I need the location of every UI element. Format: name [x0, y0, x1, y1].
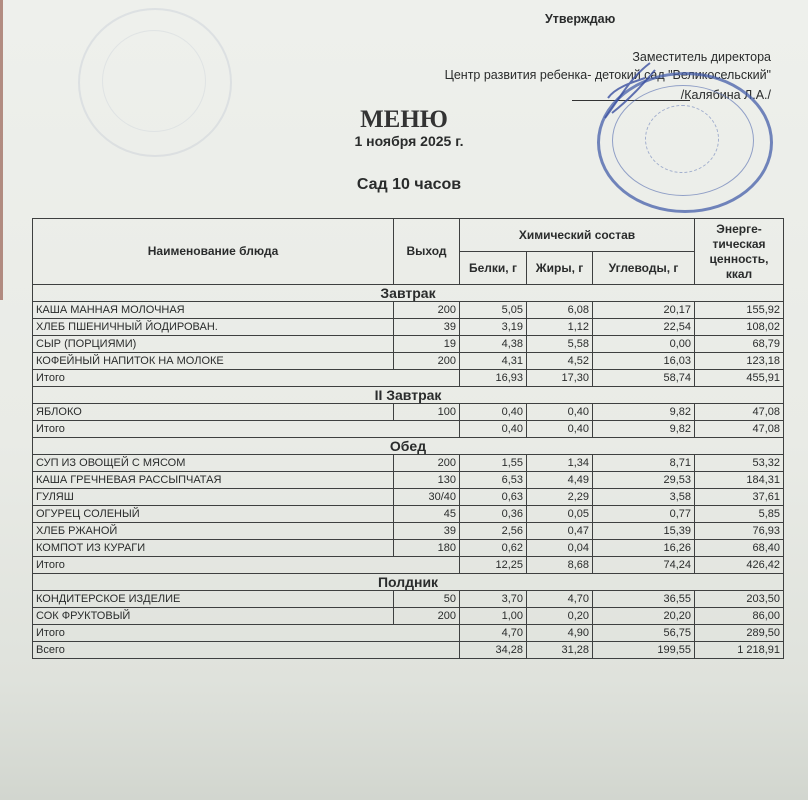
header-output: Выход	[394, 219, 460, 285]
subtotal-label: Итого	[33, 370, 394, 387]
dish-name: КАША МАННАЯ МОЛОЧНАЯ	[33, 302, 394, 319]
dish-energy: 123,18	[695, 353, 784, 370]
subtotal-label: Итого	[33, 557, 394, 574]
dish-protein: 5,05	[460, 302, 527, 319]
dish-protein: 1,00	[460, 608, 527, 625]
dish-protein: 4,31	[460, 353, 527, 370]
dish-energy: 5,85	[695, 506, 784, 523]
subtotal-fat: 17,30	[527, 370, 593, 387]
dish-fat: 5,58	[527, 336, 593, 353]
table-row	[33, 302, 784, 319]
dish-carbs: 16,03	[593, 353, 695, 370]
dish-carbs: 29,53	[593, 472, 695, 489]
dish-energy: 68,40	[695, 540, 784, 557]
dish-fat: 0,40	[527, 404, 593, 421]
section-title: II Завтрак	[33, 387, 784, 404]
subtotal-fat: 4,90	[527, 625, 593, 642]
dish-protein: 0,62	[460, 540, 527, 557]
dish-protein: 4,38	[460, 336, 527, 353]
subtotal-carbs: 58,74	[593, 370, 695, 387]
grand-total-protein: 34,28	[460, 642, 527, 659]
approver-position: Заместитель директора	[632, 50, 771, 64]
dish-energy: 37,61	[695, 489, 784, 506]
subtotal-carbs: 9,82	[593, 421, 695, 438]
table-row	[33, 506, 784, 523]
dish-protein: 3,70	[460, 591, 527, 608]
dish-name: СУП ИЗ ОВОЩЕЙ С МЯСОМ	[33, 455, 394, 472]
dish-protein: 0,36	[460, 506, 527, 523]
dish-protein: 6,53	[460, 472, 527, 489]
header-dish-name: Наименование блюда	[33, 219, 394, 285]
grand-total-energy: 1 218,91	[695, 642, 784, 659]
table-row	[33, 455, 784, 472]
menu-date: 1 ноября 2025 г.	[354, 133, 464, 149]
subtotal-row	[33, 421, 784, 438]
menu-table	[32, 218, 784, 659]
header-fat: Жиры, г	[527, 252, 593, 285]
table-row	[33, 404, 784, 421]
dish-carbs: 3,58	[593, 489, 695, 506]
dish-output: 45	[394, 506, 460, 523]
subtotal-fat: 8,68	[527, 557, 593, 574]
dish-name: СОК ФРУКТОВЫЙ	[33, 608, 394, 625]
section-title: Полдник	[33, 574, 784, 591]
dish-energy: 76,93	[695, 523, 784, 540]
subtotal-row	[33, 625, 784, 642]
header-protein: Белки, г	[460, 252, 527, 285]
header-chemical-composition: Химический состав	[460, 219, 695, 252]
dish-carbs: 36,55	[593, 591, 695, 608]
dish-carbs: 20,17	[593, 302, 695, 319]
dish-output: 19	[394, 336, 460, 353]
subtotal-carbs: 56,75	[593, 625, 695, 642]
dish-name: КАША ГРЕЧНЕВАЯ РАССЫПЧАТАЯ	[33, 472, 394, 489]
table-row	[33, 608, 784, 625]
dish-protein: 0,40	[460, 404, 527, 421]
dish-output: 180	[394, 540, 460, 557]
dish-output: 39	[394, 319, 460, 336]
subtotal-protein: 4,70	[460, 625, 527, 642]
header-energy: Энерге-тическая ценность, ккал	[695, 219, 784, 285]
dish-name: КОНДИТЕРСКОЕ ИЗДЕЛИЕ	[33, 591, 394, 608]
dish-fat: 0,05	[527, 506, 593, 523]
dish-energy: 68,79	[695, 336, 784, 353]
dish-protein: 0,63	[460, 489, 527, 506]
dish-output: 200	[394, 608, 460, 625]
dish-energy: 53,32	[695, 455, 784, 472]
table-row	[33, 591, 784, 608]
section-row	[33, 387, 784, 404]
dish-energy: 184,31	[695, 472, 784, 489]
dish-protein: 3,19	[460, 319, 527, 336]
table-row	[33, 472, 784, 489]
dish-carbs: 20,20	[593, 608, 695, 625]
table-row	[33, 540, 784, 557]
section-row	[33, 574, 784, 591]
dish-fat: 0,04	[527, 540, 593, 557]
dish-fat: 4,70	[527, 591, 593, 608]
dish-carbs: 16,26	[593, 540, 695, 557]
dish-energy: 155,92	[695, 302, 784, 319]
dish-energy: 203,50	[695, 591, 784, 608]
dish-carbs: 9,82	[593, 404, 695, 421]
subtotal-energy: 426,42	[695, 557, 784, 574]
dish-name: СЫР (ПОРЦИЯМИ)	[33, 336, 394, 353]
section-title: Обед	[33, 438, 784, 455]
dish-output: 100	[394, 404, 460, 421]
dish-name: ХЛЕБ ПШЕНИЧНЫЙ ЙОДИРОВАН.	[33, 319, 394, 336]
subtotal-output-empty	[394, 421, 460, 438]
dish-fat: 4,52	[527, 353, 593, 370]
dish-carbs: 22,54	[593, 319, 695, 336]
dish-fat: 1,34	[527, 455, 593, 472]
subtotal-carbs: 74,24	[593, 557, 695, 574]
dish-output: 200	[394, 302, 460, 319]
subtotal-row	[33, 370, 784, 387]
dish-energy: 86,00	[695, 608, 784, 625]
dish-name: ЯБЛОКО	[33, 404, 394, 421]
subtotal-protein: 16,93	[460, 370, 527, 387]
table-row	[33, 353, 784, 370]
dish-energy: 47,08	[695, 404, 784, 421]
table-row	[33, 336, 784, 353]
dish-fat: 6,08	[527, 302, 593, 319]
subtotal-output-empty	[394, 625, 460, 642]
document-title: МЕНЮ	[360, 106, 448, 133]
dish-fat: 2,29	[527, 489, 593, 506]
grand-total-fat: 31,28	[527, 642, 593, 659]
table-row	[33, 319, 784, 336]
subtotal-energy: 455,91	[695, 370, 784, 387]
dish-energy: 108,02	[695, 319, 784, 336]
dish-carbs: 0,00	[593, 336, 695, 353]
section-row	[33, 438, 784, 455]
grand-total-row	[33, 642, 784, 659]
header-carbs: Углеводы, г	[593, 252, 695, 285]
subtotal-fat: 0,40	[527, 421, 593, 438]
section-row	[33, 285, 784, 302]
subtotal-label: Итого	[33, 625, 394, 642]
subtotal-label: Итого	[33, 421, 394, 438]
dish-fat: 1,12	[527, 319, 593, 336]
dish-fat: 0,20	[527, 608, 593, 625]
dish-name: ОГУРЕЦ СОЛЕНЫЙ	[33, 506, 394, 523]
table-row	[33, 523, 784, 540]
subtotal-energy: 47,08	[695, 421, 784, 438]
dish-output: 200	[394, 353, 460, 370]
page-edge	[0, 0, 3, 300]
dish-name: КОФЕЙНЫЙ НАПИТОК НА МОЛОКЕ	[33, 353, 394, 370]
subtotal-row	[33, 557, 784, 574]
dish-carbs: 15,39	[593, 523, 695, 540]
subtotal-energy: 289,50	[695, 625, 784, 642]
menu-subtitle: Сад 10 часов	[356, 176, 462, 193]
grand-total-output-empty	[394, 642, 460, 659]
organization-name: Центр развития ребенка- детокий сад "Великосельский"	[444, 68, 771, 82]
dish-carbs: 8,71	[593, 455, 695, 472]
subtotal-output-empty	[394, 557, 460, 574]
grand-total-carbs: 199,55	[593, 642, 695, 659]
dish-output: 30/40	[394, 489, 460, 506]
grand-total-label: Всего	[33, 642, 394, 659]
dish-output: 200	[394, 455, 460, 472]
subtotal-protein: 0,40	[460, 421, 527, 438]
dish-name: ГУЛЯШ	[33, 489, 394, 506]
signer-name: /Калябина Л.А./	[680, 88, 771, 102]
dish-output: 39	[394, 523, 460, 540]
dish-protein: 1,55	[460, 455, 527, 472]
dish-fat: 0,47	[527, 523, 593, 540]
dish-carbs: 0,77	[593, 506, 695, 523]
section-title: Завтрак	[33, 285, 784, 302]
dish-fat: 4,49	[527, 472, 593, 489]
subtotal-output-empty	[394, 370, 460, 387]
dish-name: ХЛЕБ РЖАНОЙ	[33, 523, 394, 540]
approve-label: Утверждаю	[545, 12, 616, 26]
dish-output: 50	[394, 591, 460, 608]
table-row	[33, 489, 784, 506]
dish-protein: 2,56	[460, 523, 527, 540]
dish-output: 130	[394, 472, 460, 489]
subtotal-protein: 12,25	[460, 557, 527, 574]
dish-name: КОМПОТ ИЗ КУРАГИ	[33, 540, 394, 557]
